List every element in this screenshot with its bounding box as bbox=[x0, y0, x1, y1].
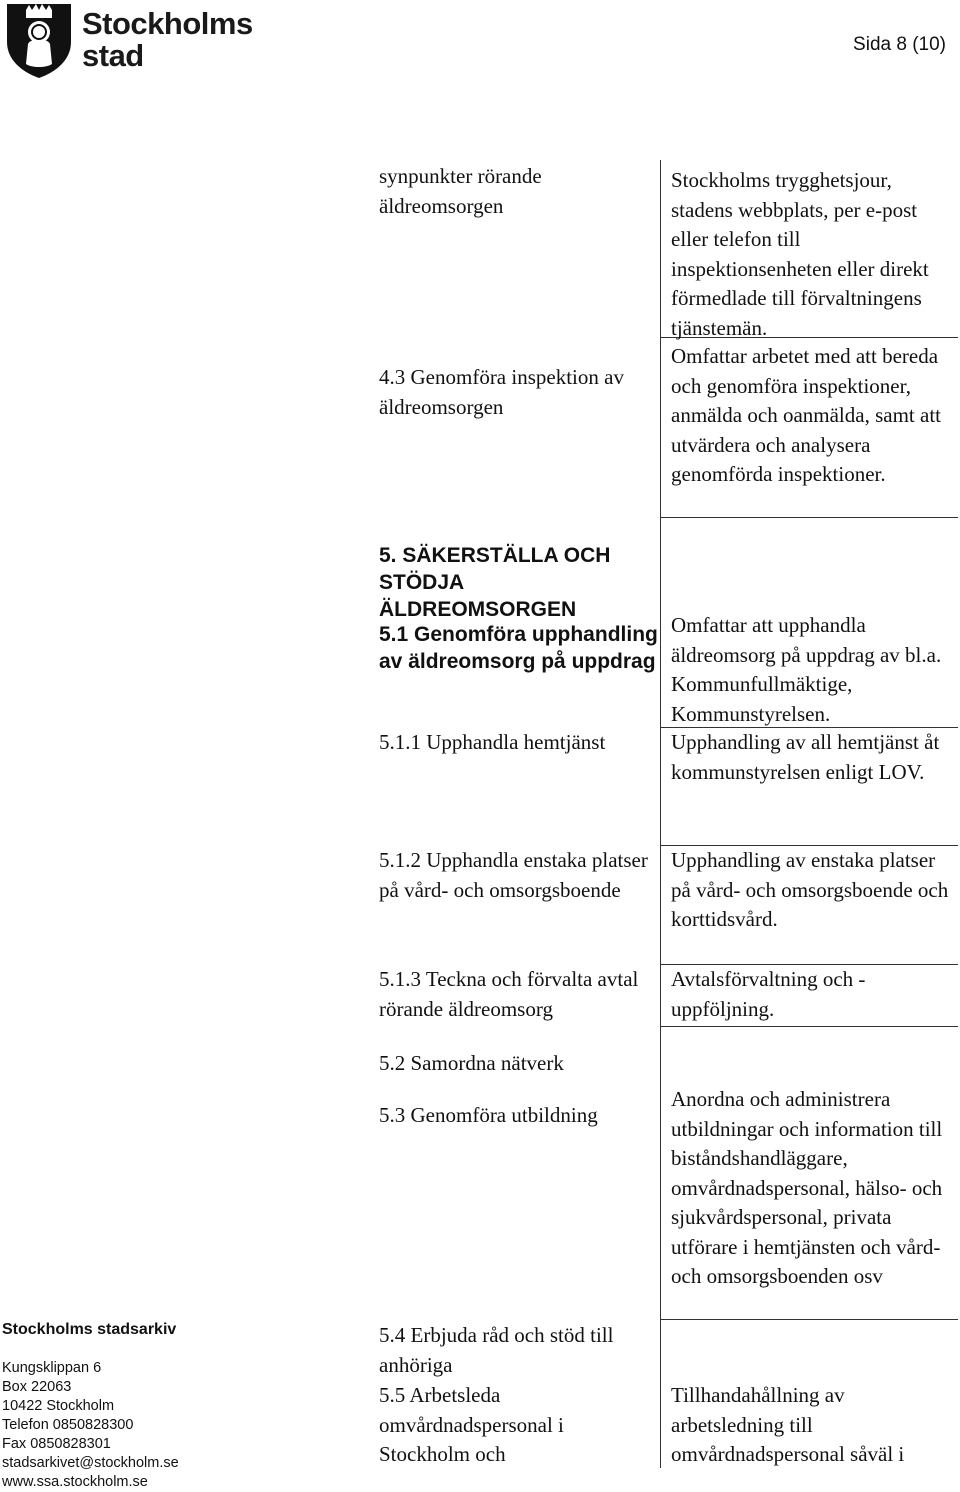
footer-org-name: Stockholms stadsarkiv bbox=[2, 1321, 177, 1338]
table-row bbox=[374, 1320, 958, 1380]
table-row bbox=[374, 965, 958, 1027]
section-heading: 5. SÄKERSTÄLLA OCH STÖDJA ÄLDREOMSORGEN bbox=[379, 544, 611, 621]
contact-footer bbox=[2, 1320, 232, 1492]
description-cell: Stockholms trygghetsjour, stadens webbplats, per e-post eller telefon till inspektionsenheten eller direkt förmedlade till förvaltningens tjänstemän. bbox=[660, 160, 958, 338]
footer-address-line: Box 22063 bbox=[2, 1379, 72, 1395]
table-row bbox=[374, 1380, 958, 1468]
footer-address-line: 10422 Stockholm bbox=[2, 1398, 115, 1414]
table-row bbox=[374, 846, 958, 965]
process-heading: 5.1 Genomföra upphandling av äldreomsorg på uppdrag bbox=[379, 623, 658, 673]
description-cell bbox=[660, 1320, 958, 1380]
process-cell: 4.3 Genomföra inspektion av äldreomsorgen bbox=[379, 365, 624, 419]
logo-line-1: Stockholms bbox=[82, 6, 253, 41]
description-cell: Omfattar arbetet med att bereda och genomföra inspektioner, anmälda och oanmälda, samt att utvärdera och analysera genomförda inspektioner. bbox=[660, 338, 958, 518]
description-cell: Tillhandahållning av arbetsledning till omvårdnadspersonal såväl i bbox=[660, 1380, 958, 1468]
table-row bbox=[374, 338, 958, 518]
footer-fax: Fax 0850828301 bbox=[2, 1436, 111, 1452]
description-cell: Anordna och administrera utbildningar och information till biståndshandläggare, omvårdnadspersonal, hälso- och sjukvårdspersonal, privata utförare i hemtjänsten och vård- och omsorgsboenden osv bbox=[660, 1077, 958, 1320]
process-cell: 5.3 Genomföra utbildning bbox=[379, 1103, 598, 1127]
stockholm-crest-icon bbox=[4, 2, 74, 80]
logo bbox=[4, 2, 253, 82]
table-row bbox=[374, 728, 958, 846]
footer-address-line: Kungsklippan 6 bbox=[2, 1360, 102, 1376]
table-row bbox=[374, 518, 958, 621]
footer-email-link[interactable]: stadsarkivet@stockholm.se bbox=[2, 1455, 179, 1471]
description-cell: Upphandling av all hemtjänst åt kommunstyrelsen enligt LOV. bbox=[660, 728, 958, 846]
process-cell: 5.2 Samordna nätverk bbox=[379, 1051, 564, 1075]
table-row bbox=[374, 1077, 958, 1320]
description-cell: Avtalsförvaltning och -uppföljning. bbox=[660, 965, 958, 1027]
process-cell: synpunkter rörande äldreomsorgen bbox=[379, 164, 542, 218]
process-cell: 5.1.2 Upphandla enstaka platser på vård- och omsorgsboende bbox=[379, 848, 648, 902]
table-row bbox=[374, 1027, 958, 1077]
logo-line-2: stad bbox=[82, 38, 144, 73]
document-table bbox=[374, 160, 958, 1468]
description-cell bbox=[660, 1027, 958, 1077]
process-cell: 5.5 Arbetsleda omvårdnadspersonal i Stockholm och bbox=[379, 1383, 564, 1466]
table-row bbox=[374, 160, 958, 338]
description-cell: Omfattar att upphandla äldreomsorg på uppdrag av bl.a. Kommunfullmäktige, Kommunstyrelsen. bbox=[660, 611, 958, 728]
description-cell: Upphandling av enstaka platser på vård- och omsorgsboende och korttidsvård. bbox=[660, 846, 958, 965]
process-cell: 5.4 Erbjuda råd och stöd till anhöriga bbox=[379, 1323, 614, 1377]
footer-phone: Telefon 0850828300 bbox=[2, 1417, 134, 1433]
description-cell bbox=[660, 518, 958, 611]
page-number: Sida 8 (10) bbox=[853, 34, 946, 55]
process-cell: 5.1.3 Teckna och förvalta avtal rörande äldreomsorg bbox=[379, 967, 639, 1021]
footer-website-link[interactable]: www.ssa.stockholm.se bbox=[2, 1474, 148, 1490]
process-cell: 5.1.1 Upphandla hemtjänst bbox=[379, 730, 606, 754]
table-row bbox=[374, 611, 958, 728]
